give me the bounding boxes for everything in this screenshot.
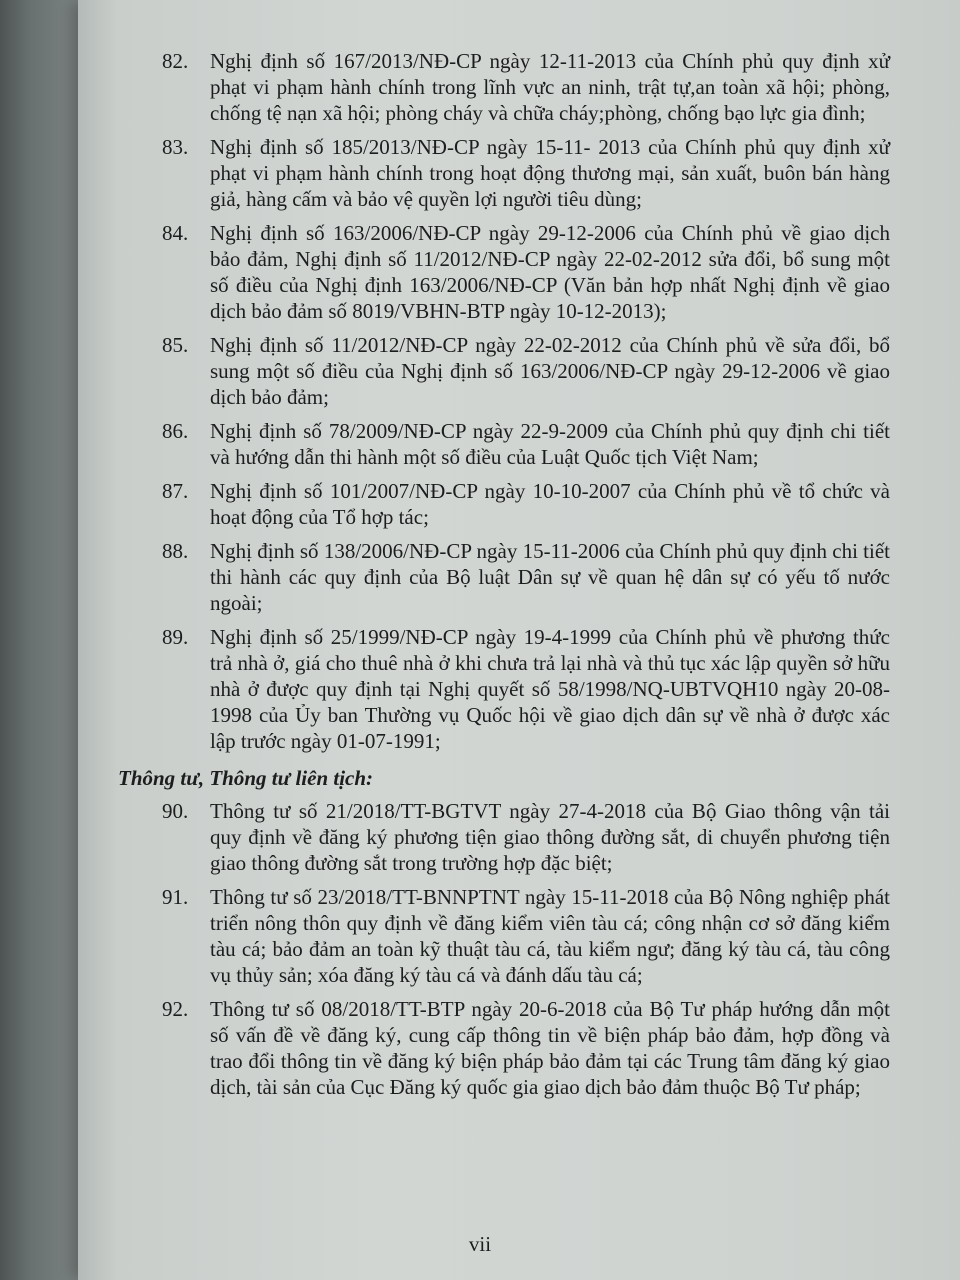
list-item xyxy=(110,332,922,410)
book-spine-shadow xyxy=(0,0,78,1280)
list-item xyxy=(110,478,922,530)
item-number: 82. xyxy=(162,49,189,73)
item-number: 88. xyxy=(162,539,189,563)
list-item xyxy=(110,134,922,212)
item-text: Nghị định số 167/2013/NĐ-CP ngày 12-11-2013 của Chính phủ quy định xử phạt vi phạm hành chính trong lĩnh vực an ninh, trật tự,an toàn xã hội; phòng, chống tệ nạn xã hội; phòng cháy và chữa cháy;phòng, chống bạo lực gia đình; xyxy=(210,49,890,125)
decree-list xyxy=(110,48,922,754)
item-text: Nghị định số 163/2006/NĐ-CP ngày 29-12-2006 của Chính phủ về giao dịch bảo đảm, Nghị định số 11/2012/NĐ-CP ngày 22-02-2012 sửa đổi, bổ sung một số điều của Nghị định 163/2006/NĐ-CP (Văn bản hợp nhất Nghị định về giao dịch bảo đảm số 8019/VBHN-BTP ngày 10-12-2013); xyxy=(210,221,890,323)
item-number: 85. xyxy=(162,333,189,357)
item-text: Nghị định số 25/1999/NĐ-CP ngày 19-4-1999 của Chính phủ về phương thức trả nhà ở, giá cho thuê nhà ở khi chưa trả lại nhà và thủ tục xác lập quyền sở hữu nhà ở được quy định tại Nghị quyết số 58/1998/NQ-UBTVQH10 ngày 20-08-1998 của Ủy ban Thường vụ Quốc hội về giao dịch dân sự về nhà ở được xác lập trước ngày 01-07-1991; xyxy=(210,625,890,753)
item-text: Nghị định số 11/2012/NĐ-CP ngày 22-02-2012 của Chính phủ về sửa đổi, bổ sung một số điều của Nghị định số 163/2006/NĐ-CP ngày 29-12-2006 về giao dịch bảo đảm; xyxy=(210,333,890,409)
item-number: 83. xyxy=(162,135,189,159)
item-text: Thông tư số 08/2018/TT-BTP ngày 20-6-2018 của Bộ Tư pháp hướng dẫn một số vấn đề về đăng ký, cung cấp thông tin về biện pháp bảo đảm, hợp đồng và trao đổi thông tin về đăng ký biện pháp bảo đảm tại các Trung tâm đăng ký giao dịch, tài sản của Cục Đăng ký quốc gia giao dịch bảo đảm thuộc Bộ Tư pháp; xyxy=(210,997,890,1099)
item-number: 91. xyxy=(162,885,189,909)
item-text: Thông tư số 21/2018/TT-BGTVT ngày 27-4-2018 của Bộ Giao thông vận tải quy định về đăng ký phương tiện giao thông đường sắt, di chuyển phương tiện giao thông đường sắt trong trường hợp đặc biệt; xyxy=(210,799,890,875)
document-content xyxy=(110,48,922,1108)
list-item xyxy=(110,798,922,876)
item-number: 84. xyxy=(162,221,189,245)
item-number: 87. xyxy=(162,479,189,503)
circular-list xyxy=(110,798,922,1100)
item-text: Nghị định số 101/2007/NĐ-CP ngày 10-10-2007 của Chính phủ về tổ chức và hoạt động của Tổ hợp tác; xyxy=(210,479,890,529)
list-item xyxy=(110,996,922,1100)
item-text: Nghị định số 185/2013/NĐ-CP ngày 15-11- 2013 của Chính phủ quy định xử phạt vi phạm hành chính trong hoạt động thương mại, sản xuất, buôn bán hàng giả, hàng cấm và bảo vệ quyền lợi người tiêu dùng; xyxy=(210,135,890,211)
item-number: 86. xyxy=(162,419,189,443)
item-text: Nghị định số 78/2009/NĐ-CP ngày 22-9-2009 của Chính phủ quy định chi tiết và hướng dẫn thi hành một số điều của Luật Quốc tịch Việt Nam; xyxy=(210,419,890,469)
item-number: 89. xyxy=(162,625,189,649)
item-number: 92. xyxy=(162,997,189,1021)
list-item xyxy=(110,48,922,126)
list-item xyxy=(110,538,922,616)
page-number: vii xyxy=(468,1232,492,1256)
list-item xyxy=(110,624,922,754)
item-text: Thông tư số 23/2018/TT-BNNPTNT ngày 15-11-2018 của Bộ Nông nghiệp phát triển nông thôn quy định về đăng kiểm viên tàu cá; công nhận cơ sở đăng kiểm tàu cá; bảo đảm an toàn kỹ thuật tàu cá, tàu kiểm ngư; đăng ký tàu cá, tàu công vụ thủy sản; xóa đăng ký tàu cá và đánh dấu tàu cá; xyxy=(210,885,890,987)
list-item xyxy=(110,220,922,324)
list-item xyxy=(110,884,922,988)
item-text: Nghị định số 138/2006/NĐ-CP ngày 15-11-2006 của Chính phủ quy định chi tiết thi hành các quy định của Bộ luật Dân sự về quan hệ dân sự có yếu tố nước ngoài; xyxy=(210,539,890,615)
list-item xyxy=(110,418,922,470)
section-heading: Thông tư, Thông tư liên tịch: xyxy=(118,766,374,790)
item-number: 90. xyxy=(162,799,189,823)
